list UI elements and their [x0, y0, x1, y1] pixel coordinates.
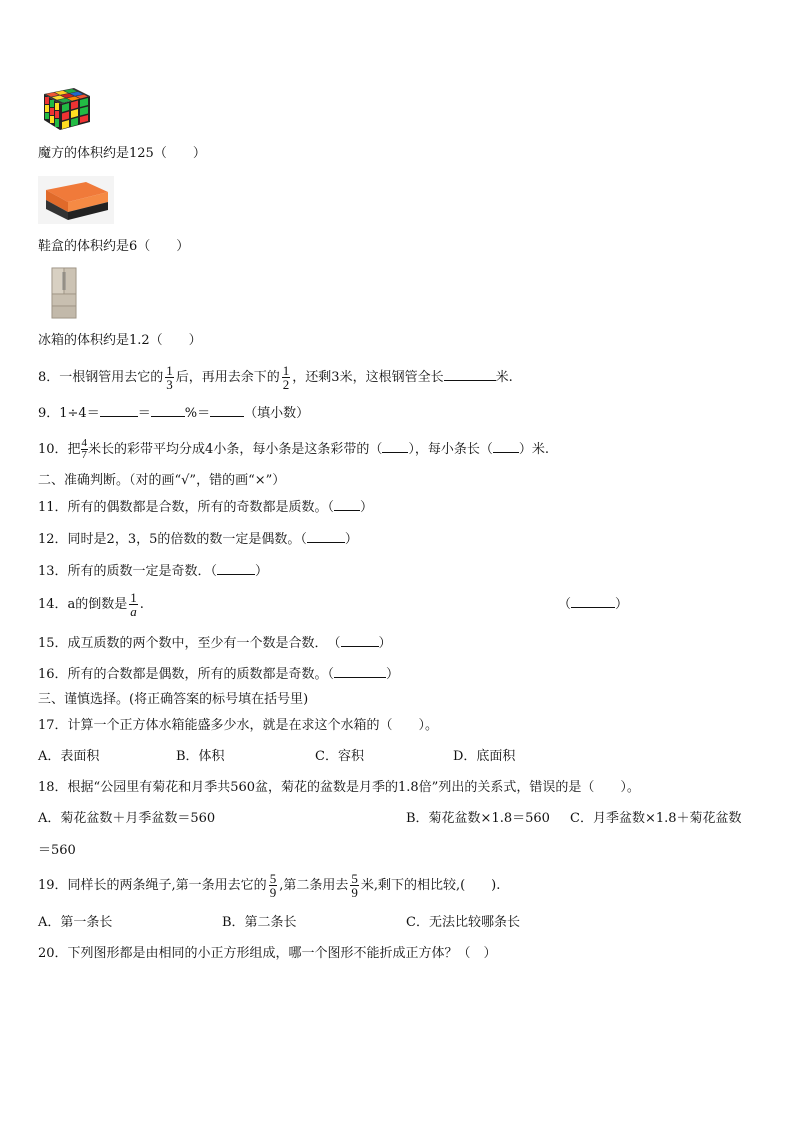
q19-option-c[interactable]: C．无法比较哪条长 [406, 915, 520, 930]
question-9: 9．1÷4＝ ＝ %＝ （填小数） [38, 406, 310, 421]
answer-blank[interactable] [334, 665, 386, 678]
answer-blank[interactable] [382, 440, 408, 453]
question-15: 15．成互质数的两个数中，至少有一个数是合数． （ ） [38, 636, 392, 651]
fraction-one-third: $\frac{1}{3}$ [166, 363, 173, 392]
q18-option-c-continued: ＝560 [38, 843, 76, 858]
answer-blank[interactable] [334, 498, 360, 511]
question-14: 14．a的倒数是 $\frac{1}{a}$ . （ ） [38, 590, 629, 619]
rubiks-cube-image [40, 84, 94, 132]
section-3-heading: 三、谨慎选择。(将正确答案的标号填在括号里) [38, 692, 309, 707]
answer-blank[interactable] [151, 404, 185, 417]
q17-option-b[interactable]: B．体积 [176, 749, 225, 764]
fridge-image [46, 266, 82, 320]
q19-option-a[interactable]: A．第一条长 [38, 915, 113, 930]
fridge-volume-item: 冰箱的体积约是1.2（ ） [38, 333, 202, 348]
fraction-one-over-a: $\frac{1}{a}$ [130, 590, 137, 619]
q18-option-a[interactable]: A．菊花盆数＋月季盆数＝560 [38, 811, 216, 826]
q17-option-c[interactable]: C．容积 [315, 749, 364, 764]
fraction-one-half: $\frac{1}{2}$ [282, 363, 290, 392]
question-20-stem: 20．下列图形都是由相同的小正方形组成，哪一个图形不能折成正方体？（ ） [38, 946, 497, 961]
question-8: 8．一根钢管用去它的 $\frac{1}{3}$ 后，再用去余下的 $\frac{1}{2}$ ，还剩3米，这根钢管全长 米. [38, 363, 513, 392]
answer-blank[interactable] [217, 562, 255, 575]
shoebox-image [38, 176, 114, 224]
answer-blank[interactable] [571, 595, 615, 608]
q18-option-c[interactable]: C．月季盆数×1.8＋菊花盆数 [570, 811, 742, 826]
q17-option-a[interactable]: A．表面积 [38, 749, 100, 764]
fraction-four-sevenths: $\frac{4}{7}$ [81, 437, 88, 461]
question-12: 12．同时是2，3，5的倍数的数一定是偶数。（ ） [38, 532, 358, 547]
question-10: 10．把 $\frac{4}{7}$ 米长的彩带平均分成4小条，每小条是这条彩带的（ ），每小条长（ ）米. [38, 437, 549, 461]
q19-option-b[interactable]: B．第二条长 [222, 915, 297, 930]
answer-blank[interactable] [307, 530, 345, 543]
shoebox-volume-item: 鞋盒的体积约是6（ ） [38, 239, 190, 254]
question-18-stem: 18．根据“公园里有菊花和月季共560盆，菊花的盆数是月季的1.8倍”列出的关系式，错误的是（ ）。 [38, 780, 640, 795]
answer-blank[interactable] [210, 404, 244, 417]
fraction-five-ninths: $\frac{5}{9}$ [269, 871, 277, 900]
question-13: 13．所有的质数一定是奇数．（ ） [38, 564, 269, 579]
question-11: 11．所有的偶数都是合数，所有的奇数都是质数。（ ） [38, 500, 374, 515]
q17-option-d[interactable]: D．底面积 [453, 749, 516, 764]
fraction-five-ninths: $\frac{5}{9}$ [351, 871, 358, 900]
section-2-heading: 二、准确判断。（对的画“√”，错的画“×”） [38, 473, 286, 488]
answer-blank[interactable] [493, 440, 519, 453]
question-17-stem: 17．计算一个正方体水箱能盛多少水，就是在求这个水箱的（ ）。 [38, 718, 439, 733]
answer-blank[interactable] [341, 634, 379, 647]
question-16: 16．所有的合数都是偶数，所有的质数都是奇数。（ ） [38, 667, 400, 682]
answer-blank[interactable] [444, 368, 496, 381]
rubik-volume-item: 魔方的体积约是125（ ） [38, 146, 206, 161]
answer-blank[interactable] [100, 404, 138, 417]
q18-option-b[interactable]: B．菊花盆数×1.8＝560 [406, 811, 550, 826]
question-19: 19．同样长的两条绳子,第一条用去它的 $\frac{5}{9}$ ,第二条用去 $\frac{5}{9}$ 米,剩下的相比较,( ). [38, 871, 501, 900]
